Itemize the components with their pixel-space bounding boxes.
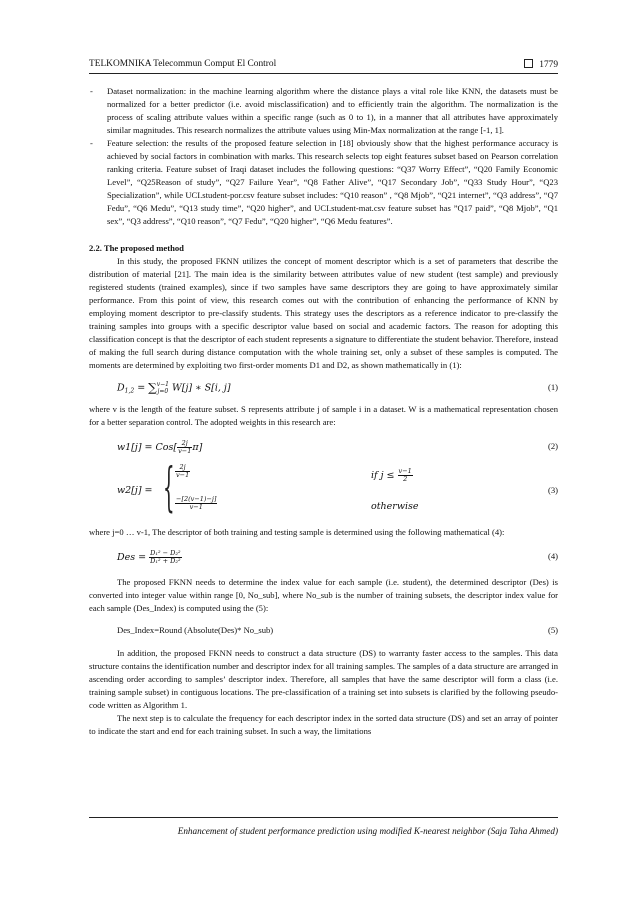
equation-number: (2): [547, 441, 558, 451]
paragraph-data-structure: In addition, the proposed FKNN needs to construct a data structure (DS) to warranty faster access to the samples. This data structure contains the identification number and descriptor index for all training samples. The samples of a data structure are arranged in ascending order according to samples’ descriptor index. Therefore, all samples that have the same descriptor will form a class (i.e. training sample subset) in contiguous locations. The pre-classification of a training set into subsets is clarified by the following pseudo-code written as Algorithm 1.: [89, 648, 558, 710]
page-number: 1779: [539, 60, 558, 70]
square-icon: [524, 59, 533, 68]
equation-1: $D_{1,2}$ = ∑ v−1 j=0 W[j] ∗ S[i, j] (1): [117, 380, 558, 395]
section-heading: 2.2. The proposed method: [89, 243, 184, 253]
paragraph-weights: where v is the length of the feature subset. S represents attribute j of sample i in a dataset. W is a mathematical representation chosen for a better separation control. The adopted weights in this research are:: [89, 404, 558, 427]
bullet-list: [89, 85, 558, 228]
running-header: [89, 57, 558, 74]
paragraph-proposed-method: In this study, the proposed FKNN utilizes the concept of moment descriptor which is a set of parameters that describe the distribution of material [21]. The main idea is the similarity between attributes value of new student (test sample) and previously registered students (trained examples), since if two samples have same descriptors they are going to have approximately similar performance. From this point of view, this research comes out with the contribution of enhancing the performance of KNN by employing moment descriptor to pre-classify students. This strategy uses the descriptors as a reference indicator to pre-classify the training samples into groups with a specific descriptor value based on social and academic factors. The reason for adopting this classification concept is that the descriptor of each student represents a signature to differentiate the student behavior. Therefore, instead of making the full search during distance computation with the whole training set, only a subset of these samples is computed. The moments are determined by exploiting two first-order moments D1 and D2, as shown mathematically in (1):: [89, 256, 558, 370]
journal-name: TELKOMNIKA Telecommun Comput El Control: [89, 59, 277, 69]
equation-number: (4): [547, 551, 558, 561]
bullet-normalization: - Dataset normalization: in the machine learning algorithm where the distance plays a vital role like KNN, the datasets must be normalized for a better predictor (i.e. avoid misclassification) and to efficiently train the algorithm. The normalization is the process of scaling attribute values within a specific range (such as 0 to 1), in a manner that all attributes have approximately similar magnitudes. This research normalizes the attribute values using Min-Max normalization at the range [-1, 1].: [90, 86, 558, 135]
left-brace: {: [163, 458, 175, 518]
dash-marker: -: [90, 138, 93, 148]
equation-number: (3): [547, 485, 558, 495]
paragraph-descriptor: where j=0 … v-1, The descriptor of both training and testing sample is determined using the following mathematical (4):: [89, 527, 505, 537]
equation-3: w2[j] = { $\frac{2j}{v-1}$ $\frac{-[2(v-1)-j]}{v-1}$ if j ≤ $\frac{v-1}{2}$ otherwise (3): [117, 458, 558, 518]
equation-5: Des_Index=Round (Absolute(Des)* No_sub) (5): [117, 625, 558, 635]
page-body: [89, 85, 558, 738]
bullet-feature-selection: - Feature selection: the results of the proposed feature selection in [18] obviously show that the highest performance accuracy is achieved by social factors in combination with marks. This research selects top eight features subset based on Pearson correlation ranking criteria. Feature subset of Iraqi dataset includes the following questions: “Q37 Worry Effect”, “Q20 Family Economic Level”, “Q25Reason of study”, “Q27 Failure Year”, “Q8 Father Alive”, “Q17 Secondary Job”, “Q33 Study Hour”, “Q23 Specialization”, while UCI.student-por.csv feature subset includes: “Q10 reason” , “Q8 Mjob”, “Q21 internet”, “Q3 address”, “Q7 Fedu”, “Q6 Medu”, “Q13 study time”, “Q20 higher”, and UCI.student-mat.csv feature subset has ”Q17 paid”, “Q8 Mjob”, “Q1 sex”, “Q3 address”, “Q10 reason”, “Q7 Fedu”, “Q20 higher”, “Q6 Medu features”.: [90, 138, 558, 226]
dash-marker: -: [90, 86, 93, 96]
paragraph-frequency: The next step is to calculate the frequency for each descriptor index in the sorted data structure (DS) and set an array of pointer to indicate the start and end for each training subset. In such a way, the limitations: [89, 713, 558, 736]
equation-2: w1[j] = Cos[ $\frac{2j}{v-1}$ π] (2): [117, 439, 558, 455]
running-footer: Enhancement of student performance prediction using modified K-nearest neighbor (Saja Taha Ahmed): [89, 817, 558, 836]
equation-4: Des = $\frac{\text{D₁² − D₂²}}{\text{D₁² + D₂²}}$ (4): [117, 549, 558, 565]
equation-number: (1): [547, 382, 558, 392]
page-number-group: [524, 59, 558, 70]
paragraph-index: The proposed FKNN needs to determine the index value for each sample (i.e. student), the determined descriptor (Des) is converted into integer value within range [0, No_sub], where No_sub is the number of training subsets, the descriptor index value for each sample (Des_Index) is computed using the (5):: [89, 577, 558, 613]
equation-number: (5): [547, 625, 558, 635]
